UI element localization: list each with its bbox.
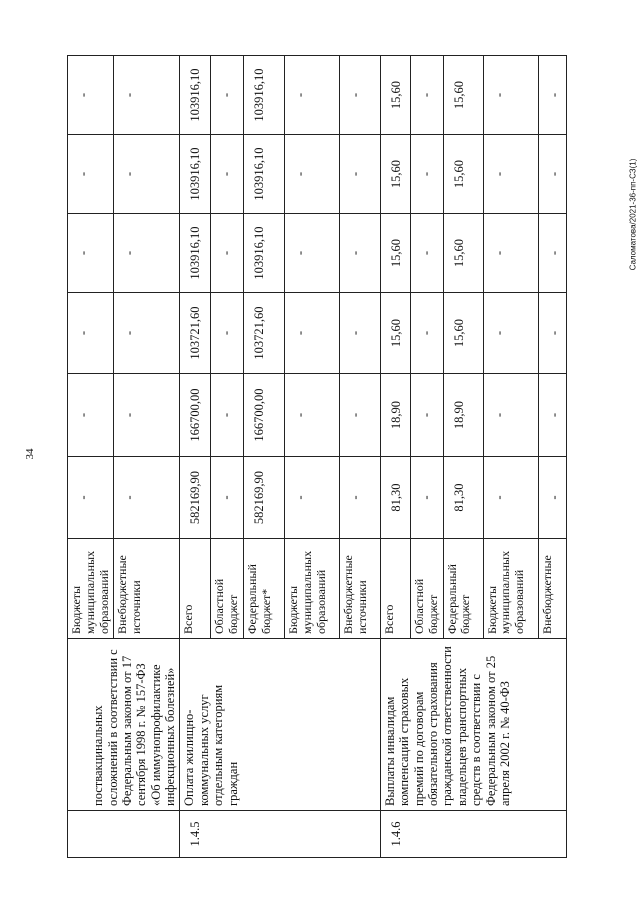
funding-source: Внебюджетные источники [339, 539, 380, 639]
value-cell: 15,60 [380, 214, 410, 293]
funding-source: Внебюджетные [538, 539, 566, 639]
measure-description: Оплата жилищно-коммунальных услуг отдельным категориям граждан [180, 639, 381, 811]
funding-source: Областной бюджет [211, 539, 244, 639]
value-cell: - [538, 214, 566, 293]
value-cell: 15,60 [443, 56, 483, 135]
value-cell: - [68, 457, 114, 539]
table-row [68, 56, 114, 858]
value-cell: - [68, 56, 114, 135]
value-cell: - [339, 293, 380, 374]
value-cell: 81,30 [443, 457, 483, 539]
funding-source: Внебюджетные источники [114, 539, 180, 639]
funding-source: Всего [380, 539, 410, 639]
value-cell: - [284, 214, 339, 293]
value-cell: - [114, 293, 180, 374]
funding-source: Бюджеты муниципальных образований [483, 539, 538, 639]
value-cell: 18,90 [380, 374, 410, 457]
measure-description: поствакцинальных осложнений в соответствии с Федеральным законом от 17 сентября 1998 г. № 157-ФЗ «Об иммунопрофилактике инфекционных болезней» [68, 639, 180, 811]
funding-source: Федеральный бюджет* [243, 539, 284, 639]
value-cell: - [538, 457, 566, 539]
value-cell: - [538, 135, 566, 214]
value-cell: - [284, 56, 339, 135]
value-cell: - [339, 214, 380, 293]
value-cell: 103916,10 [243, 56, 284, 135]
value-cell: - [538, 293, 566, 374]
value-cell: 15,60 [443, 135, 483, 214]
measure-description: Выплаты инвалидам компенсаций страховых премий по договорам обязательного страхования гражданской ответственности владельцев транспортных средств в соответствии с Федеральным законом от 25 апреля 2002 г. № 40-ФЗ [380, 639, 566, 811]
value-cell: - [284, 374, 339, 457]
value-cell: - [284, 457, 339, 539]
row-number: 1.4.6 [380, 811, 566, 858]
value-cell: - [410, 56, 443, 135]
value-cell: - [483, 56, 538, 135]
value-cell: - [339, 457, 380, 539]
funding-source: Всего [180, 539, 211, 639]
value-cell: - [339, 374, 380, 457]
value-cell: - [339, 135, 380, 214]
value-cell: - [483, 214, 538, 293]
value-cell: 15,60 [380, 56, 410, 135]
value-cell: - [483, 457, 538, 539]
value-cell: - [68, 135, 114, 214]
value-cell: - [483, 135, 538, 214]
funding-source: Бюджеты муниципальных образований [68, 539, 114, 639]
value-cell: - [410, 457, 443, 539]
value-cell: - [68, 293, 114, 374]
value-cell: - [483, 374, 538, 457]
value-cell: 15,60 [380, 135, 410, 214]
value-cell: 582169,90 [243, 457, 284, 539]
value-cell: - [211, 214, 244, 293]
budget-table [67, 55, 567, 858]
value-cell: 103916,10 [180, 214, 211, 293]
table-row [380, 56, 410, 858]
value-cell: - [114, 214, 180, 293]
value-cell: - [284, 135, 339, 214]
table-row [180, 56, 211, 858]
value-cell: 103916,10 [180, 135, 211, 214]
row-number [68, 811, 180, 858]
value-cell: - [211, 374, 244, 457]
value-cell: 166700,00 [180, 374, 211, 457]
value-cell: - [284, 293, 339, 374]
value-cell: 18,90 [443, 374, 483, 457]
value-cell: - [68, 214, 114, 293]
value-cell: 15,60 [443, 214, 483, 293]
value-cell: - [211, 56, 244, 135]
funding-source: Федеральный бюджет [443, 539, 483, 639]
value-cell: 81,30 [380, 457, 410, 539]
budget-table-container [67, 56, 561, 858]
value-cell: - [410, 214, 443, 293]
value-cell: - [114, 56, 180, 135]
value-cell: 103916,10 [243, 135, 284, 214]
value-cell: 103721,60 [243, 293, 284, 374]
value-cell: - [410, 135, 443, 214]
value-cell: - [339, 56, 380, 135]
document-stamp: Саломатова/2021-36-пп-СЗ(1) [628, 158, 638, 271]
value-cell: - [114, 135, 180, 214]
funding-source: Областной бюджет [410, 539, 443, 639]
value-cell: 582169,90 [180, 457, 211, 539]
row-number: 1.4.5 [180, 811, 381, 858]
value-cell: - [538, 374, 566, 457]
value-cell: - [211, 135, 244, 214]
value-cell: - [483, 293, 538, 374]
page-number: 34 [24, 448, 36, 460]
value-cell: 103916,10 [243, 214, 284, 293]
value-cell: 166700,00 [243, 374, 284, 457]
value-cell: - [211, 457, 244, 539]
value-cell: - [211, 293, 244, 374]
value-cell: - [410, 293, 443, 374]
funding-source: Бюджеты муниципальных образований [284, 539, 339, 639]
value-cell: 103916,10 [180, 56, 211, 135]
value-cell: 103721,60 [180, 293, 211, 374]
value-cell: - [538, 56, 566, 135]
value-cell: 15,60 [380, 293, 410, 374]
value-cell: - [114, 374, 180, 457]
value-cell: - [114, 457, 180, 539]
value-cell: - [68, 374, 114, 457]
value-cell: - [410, 374, 443, 457]
value-cell: 15,60 [443, 293, 483, 374]
